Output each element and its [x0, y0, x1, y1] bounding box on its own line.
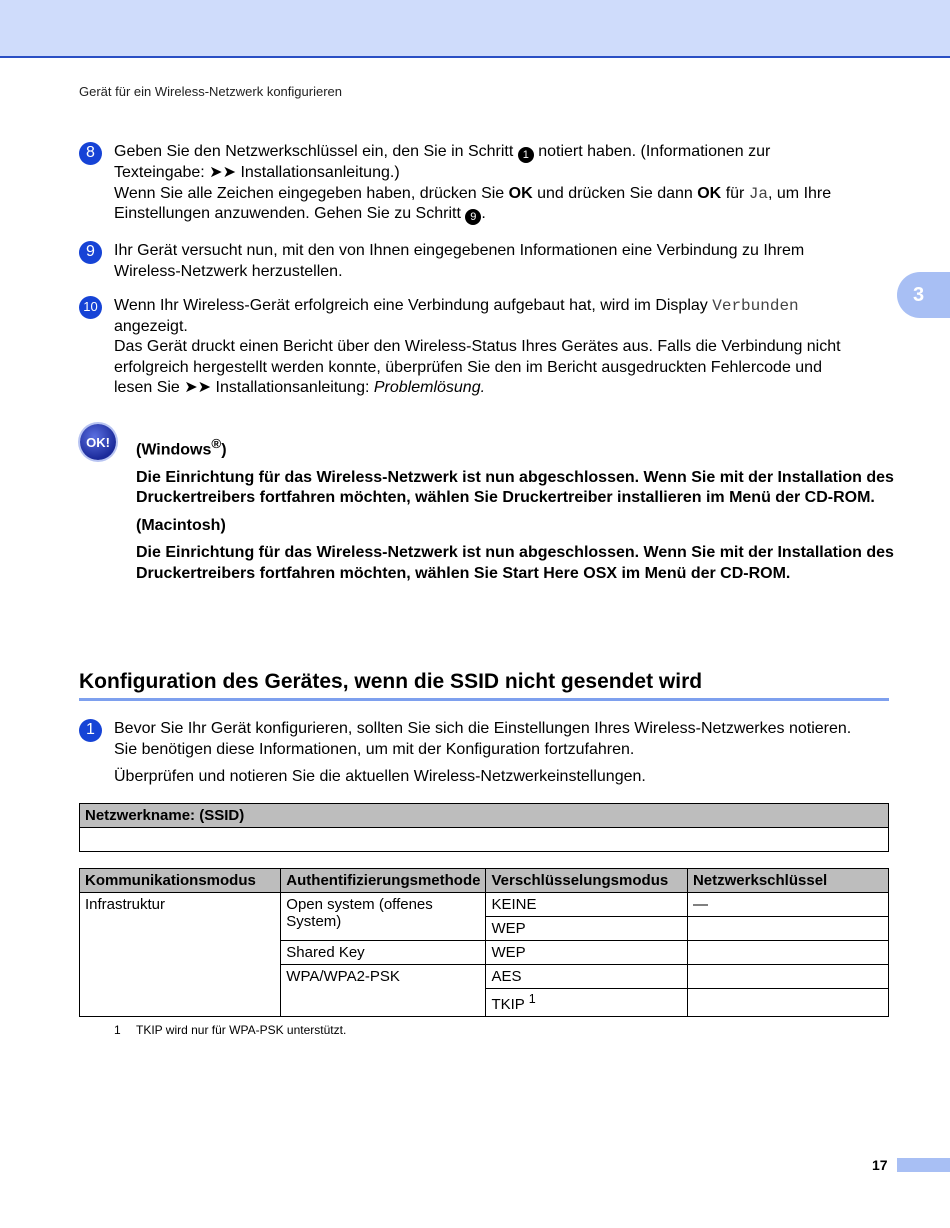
section-title: Konfiguration des Gerätes, wenn die SSID nicht gesendet wird: [79, 670, 889, 701]
enc-cell: KEINE: [486, 893, 688, 917]
key-cell: [687, 941, 888, 965]
step-1: [79, 719, 891, 788]
step-8-line-3: [114, 184, 891, 205]
step-ref-badge: 9: [465, 209, 481, 225]
running-header: Gerät für ein Wireless-Netzwerk konfigurieren: [79, 84, 342, 99]
key-cell: [687, 989, 888, 1017]
text: Wenn Sie alle Zeichen eingegeben haben, drücken Sie: [114, 184, 505, 202]
ok-key-label: OK: [508, 184, 533, 202]
settings-table: [79, 868, 889, 1017]
step-10-body: [114, 296, 891, 399]
step-9: [79, 241, 891, 282]
ssid-value-cell: [80, 828, 889, 852]
text: Geben Sie den Netzwerkschlüssel ein, den Sie in Schritt: [114, 143, 514, 160]
step-8-body: [114, 142, 891, 225]
text: (Windows: [136, 441, 212, 459]
step-1-line-2: Sie benötigen diese Informationen, um mit der Konfiguration fortzufahren.: [114, 740, 635, 758]
italic-text: Problemlösung.: [373, 379, 486, 396]
footnote-text: TKIP wird nur für WPA-PSK unterstützt.: [136, 1023, 347, 1037]
key-cell: —: [687, 893, 888, 917]
text: .: [481, 205, 486, 222]
page-number: 17: [872, 1157, 888, 1173]
step-1-line-1: Bevor Sie Ihr Gerät konfigurieren, sollten Sie sich die Einstellungen Ihres Wireless-Netzwerkes notieren.: [114, 720, 852, 737]
text: , um Ihre: [768, 184, 832, 202]
step-9-body: [114, 241, 891, 282]
column-header: Kommunikationsmodus: [80, 869, 281, 893]
ok-key-label: OK: [697, 184, 722, 202]
step-8-line-4: [114, 204, 891, 225]
windows-text: Die Einrichtung für das Wireless-Netzwerk ist nun abgeschlossen. Wenn Sie mit der Installation des Druckertreibers fortfahren möchten, wählen Sie Druckertreiber installieren im Menü der CD-ROM.: [136, 468, 894, 507]
step-10-line-5: [114, 378, 891, 399]
text: Wenn Ihr Wireless-Gerät erfolgreich eine Verbindung aufgebaut hat, wird im Display: [114, 297, 708, 314]
enc-cell: AES: [486, 965, 688, 989]
macintosh-text: Die Einrichtung für das Wireless-Netzwerk ist nun abgeschlossen. Wenn Sie mit der Installation des Druckertreibers fortfahren möchten, wählen Sie Start Here OSX im Menü der CD-ROM.: [136, 544, 894, 582]
enc-cell: [486, 989, 688, 1017]
page-bar: [897, 1158, 950, 1172]
table-row: [80, 893, 889, 917]
footnote-mark: 1: [114, 1023, 121, 1037]
chapter-tab: 3: [897, 272, 950, 318]
ok-note: [136, 434, 896, 591]
step-9-line-2: Wireless-Netzwerk herzustellen.: [114, 262, 343, 280]
ok-icon: OK!: [80, 424, 116, 460]
column-header: Netzwerkschlüssel: [687, 869, 888, 893]
text: notiert haben. (Informationen zur: [538, 143, 771, 160]
text: lesen Sie ➤➤ Installationsanleitung:: [114, 379, 370, 396]
step-10-line-4: erfolgreich hergestellt werden konnte, überprüfen Sie den im Bericht ausgedruckten Fehlercode und: [114, 358, 822, 376]
step-8-line-2: Texteingabe: ➤➤ Installationsanleitung.): [114, 164, 400, 181]
enc-cell: WEP: [486, 917, 688, 941]
text: Einstellungen anzuwenden. Gehen Sie zu Schritt: [114, 205, 461, 222]
step-1-body: [114, 719, 891, 788]
registered-mark: ®: [211, 436, 222, 451]
step-10: [79, 296, 891, 399]
auth-cell: WPA/WPA2-PSK: [281, 965, 486, 1017]
top-band: [0, 0, 950, 58]
mode-cell: Infrastruktur: [80, 893, 281, 1017]
step-8-line-1: [114, 142, 891, 163]
text: ): [221, 441, 227, 459]
key-cell: [687, 965, 888, 989]
step-10-line-2: angezeigt.: [114, 317, 188, 335]
ssid-table: [79, 803, 889, 852]
column-header: Authentifizierungsmethode: [281, 869, 486, 893]
column-header: Verschlüsselungsmodus: [486, 869, 688, 893]
step-9-line-1: Ihr Gerät versucht nun, mit den von Ihnen eingegebenen Informationen eine Verbindung zu Ihrem: [114, 242, 805, 259]
step-10-line-3: Das Gerät druckt einen Bericht über den Wireless-Status Ihres Gerätes aus. Falls die Verbindung nicht: [114, 338, 841, 355]
ssid-header: Netzwerkname: (SSID): [80, 804, 889, 828]
display-text: Ja: [748, 184, 769, 203]
text: und drücken Sie dann: [537, 184, 693, 202]
windows-heading: [136, 434, 896, 461]
auth-cell: Shared Key: [281, 941, 486, 965]
step-8: [79, 142, 891, 225]
step-number-10: 10: [79, 296, 102, 319]
step-10-line-1: [114, 296, 891, 317]
text: TKIP: [491, 996, 525, 1013]
macintosh-heading: (Macintosh): [136, 516, 226, 534]
key-cell: [687, 917, 888, 941]
footnote: [114, 1023, 346, 1037]
step-number-1: 1: [79, 719, 102, 742]
step-number-9: 9: [79, 241, 102, 264]
display-text: Verbunden: [712, 297, 799, 315]
table-header-row: [80, 869, 889, 893]
text: für: [725, 184, 745, 202]
footnote-ref: 1: [528, 992, 536, 1006]
step-1-line-3: Überprüfen und notieren Sie die aktuellen Wireless-Netzwerkeinstellungen.: [114, 768, 646, 785]
auth-cell: Open system (offenes System): [281, 893, 486, 941]
step-number-8: 8: [79, 142, 102, 165]
step-ref-badge: 1: [518, 147, 534, 163]
enc-cell: WEP: [486, 941, 688, 965]
